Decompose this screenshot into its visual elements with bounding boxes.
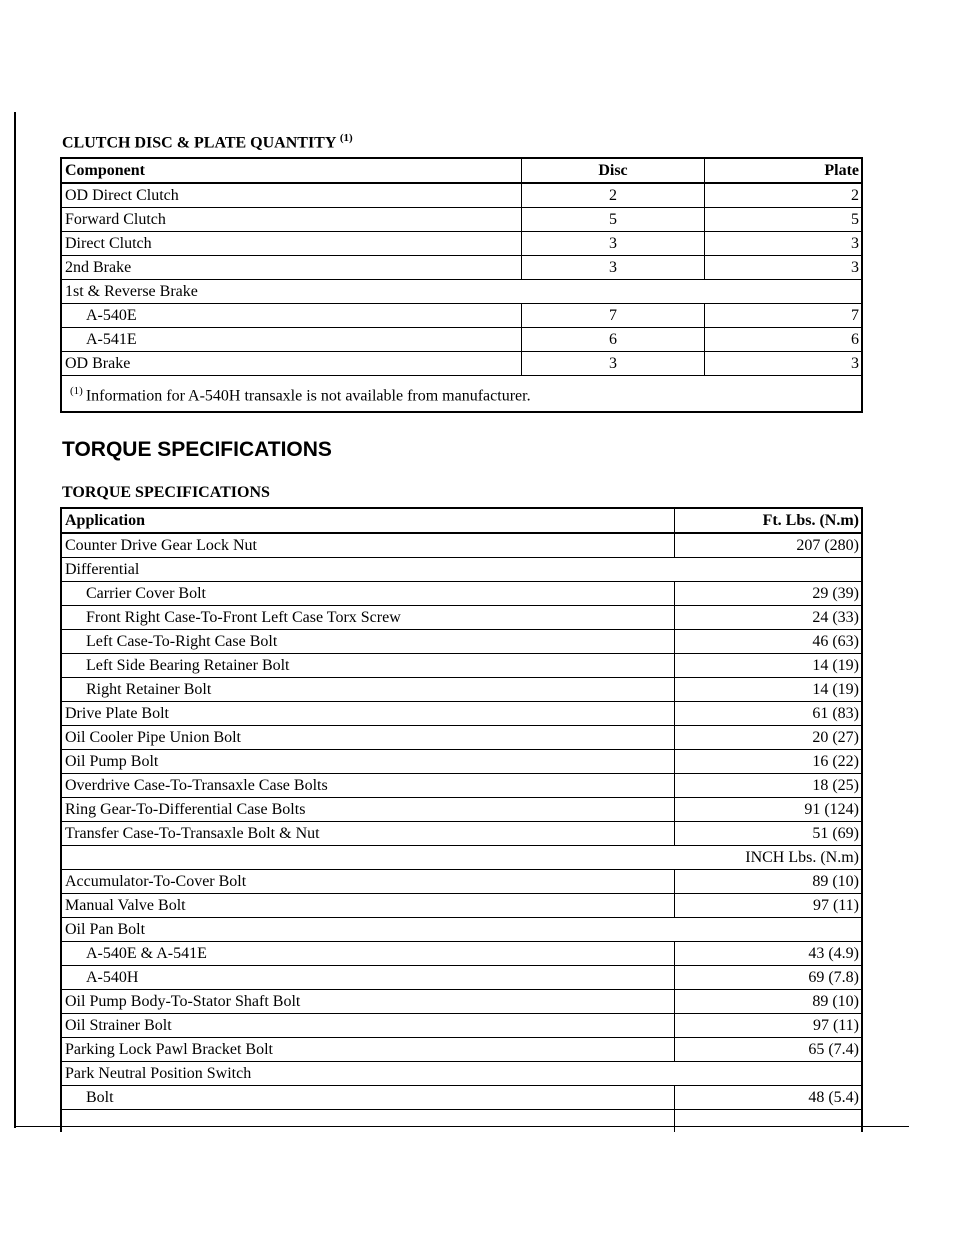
table-row (61, 606, 862, 630)
application-cell: Bolt (61, 1086, 674, 1110)
table-header-row (61, 508, 862, 533)
disc-cell: 3 (521, 352, 704, 376)
header-application: Application (61, 508, 674, 533)
value-cell: 16 (22) (674, 750, 862, 774)
application-cell: Accumulator-To-Cover Bolt (61, 870, 674, 894)
application-cell: Parking Lock Pawl Bracket Bolt (61, 1038, 674, 1062)
table-row (61, 582, 862, 606)
header-disc: Disc (521, 158, 704, 183)
value-cell: 20 (27) (674, 726, 862, 750)
table-row (61, 1086, 862, 1110)
value-cell: 14 (19) (674, 678, 862, 702)
table-row (61, 232, 862, 256)
table-row (61, 630, 862, 654)
application-cell: Right Retainer Bolt (61, 678, 674, 702)
application-cell: Manual Valve Bolt (61, 894, 674, 918)
table-group-row (61, 1062, 862, 1086)
table-row (61, 352, 862, 376)
table-row (61, 1014, 862, 1038)
table-row (61, 702, 862, 726)
footnote-row (61, 376, 862, 413)
application-cell: Front Right Case-To-Front Left Case Torx Screw (61, 606, 674, 630)
plate-cell: 3 (704, 352, 862, 376)
table-group-row (61, 280, 862, 304)
application-group-cell: Park Neutral Position Switch (61, 1062, 862, 1086)
value-cell: 43 (4.9) (674, 942, 862, 966)
plate-cell: 2 (704, 183, 862, 208)
application-cell: A-540H (61, 966, 674, 990)
table-row (61, 183, 862, 208)
footnote-cell (61, 376, 862, 413)
disc-cell: 3 (521, 232, 704, 256)
application-cell: Drive Plate Bolt (61, 702, 674, 726)
component-cell: Direct Clutch (61, 232, 521, 256)
value-cell: 97 (11) (674, 894, 862, 918)
disc-cell: 6 (521, 328, 704, 352)
disc-cell: 5 (521, 208, 704, 232)
table-row-partial (61, 1110, 862, 1133)
application-group-cell: Oil Pan Bolt (61, 918, 862, 942)
table-row (61, 654, 862, 678)
application-cell: Left Side Bearing Retainer Bolt (61, 654, 674, 678)
plate-cell: 6 (704, 328, 862, 352)
component-cell: 2nd Brake (61, 256, 521, 280)
value-cell: 65 (7.4) (674, 1038, 862, 1062)
torque-specifications-table (60, 507, 863, 1132)
value-cell: 89 (10) (674, 990, 862, 1014)
footnote-text: Information for A-540H transaxle is not available from manufacturer. (85, 387, 531, 405)
table-group-row (61, 918, 862, 942)
plate-cell: 3 (704, 232, 862, 256)
value-cell: 29 (39) (674, 582, 862, 606)
component-group-cell: 1st & Reverse Brake (61, 280, 862, 304)
component-cell: OD Direct Clutch (61, 183, 521, 208)
value-cell: 51 (69) (674, 822, 862, 846)
plate-cell: 3 (704, 256, 862, 280)
value-cell: 89 (10) (674, 870, 862, 894)
application-cell: Oil Pump Bolt (61, 750, 674, 774)
application-cell: Ring Gear-To-Differential Case Bolts (61, 798, 674, 822)
value-cell: 46 (63) (674, 630, 862, 654)
table-row (61, 990, 862, 1014)
clutch-disc-plate-table (60, 157, 863, 413)
table-row (61, 328, 862, 352)
application-cell: Carrier Cover Bolt (61, 582, 674, 606)
application-cell: Oil Cooler Pipe Union Bolt (61, 726, 674, 750)
disc-cell: 3 (521, 256, 704, 280)
table-row (61, 1038, 862, 1062)
torque-table-title: TORQUE SPECIFICATIONS (62, 484, 270, 501)
table-row (61, 966, 862, 990)
application-cell: A-540E & A-541E (61, 942, 674, 966)
application-cell: Counter Drive Gear Lock Nut (61, 533, 674, 558)
value-cell: 48 (5.4) (674, 1086, 862, 1110)
value-cell: 61 (83) (674, 702, 862, 726)
component-cell: A-540E (61, 304, 521, 328)
component-cell: OD Brake (61, 352, 521, 376)
plate-cell: 5 (704, 208, 862, 232)
footnote-mark: (1) (70, 384, 83, 397)
header-component: Component (61, 158, 521, 183)
table-row (61, 894, 862, 918)
table-row (61, 750, 862, 774)
table-row (61, 304, 862, 328)
application-cell: Overdrive Case-To-Transaxle Case Bolts (61, 774, 674, 798)
section-heading: TORQUE SPECIFICATIONS (62, 438, 332, 461)
application-group-cell: Differential (61, 558, 862, 582)
disc-cell: 7 (521, 304, 704, 328)
component-cell: Forward Clutch (61, 208, 521, 232)
table-row (61, 533, 862, 558)
plate-cell: 7 (704, 304, 862, 328)
value-cell: 69 (7.8) (674, 966, 862, 990)
table-row (61, 678, 862, 702)
value-cell: 18 (25) (674, 774, 862, 798)
clutch-table-title: CLUTCH DISC & PLATE QUANTITY $^{(1)}$ (62, 132, 353, 152)
inch-lbs-header: INCH Lbs. (N.m) (61, 846, 862, 870)
application-cell: Transfer Case-To-Transaxle Bolt & Nut (61, 822, 674, 846)
title-footnote-mark: (1) (339, 132, 353, 144)
application-cell: Oil Pump Body-To-Stator Shaft Bolt (61, 990, 674, 1014)
value-cell: 91 (124) (674, 798, 862, 822)
header-ft-lbs: Ft. Lbs. (N.m) (674, 508, 862, 533)
left-border-line (14, 112, 16, 1128)
table-row (61, 726, 862, 750)
inch-lbs-header-row (61, 846, 862, 870)
header-plate: Plate (704, 158, 862, 183)
table-row (61, 870, 862, 894)
value-cell: 97 (11) (674, 1014, 862, 1038)
application-cell: Oil Strainer Bolt (61, 1014, 674, 1038)
application-cell: Left Case-To-Right Case Bolt (61, 630, 674, 654)
table-row (61, 208, 862, 232)
table-row (61, 798, 862, 822)
table-row (61, 256, 862, 280)
application-cell-empty (61, 1110, 674, 1133)
table-row (61, 822, 862, 846)
table-row (61, 774, 862, 798)
value-cell: 207 (280) (674, 533, 862, 558)
component-cell: A-541E (61, 328, 521, 352)
value-cell: 14 (19) (674, 654, 862, 678)
table-row (61, 942, 862, 966)
table-header-row (61, 158, 862, 183)
disc-cell: 2 (521, 183, 704, 208)
value-cell-empty (674, 1110, 862, 1133)
value-cell: 24 (33) (674, 606, 862, 630)
table-group-row (61, 558, 862, 582)
